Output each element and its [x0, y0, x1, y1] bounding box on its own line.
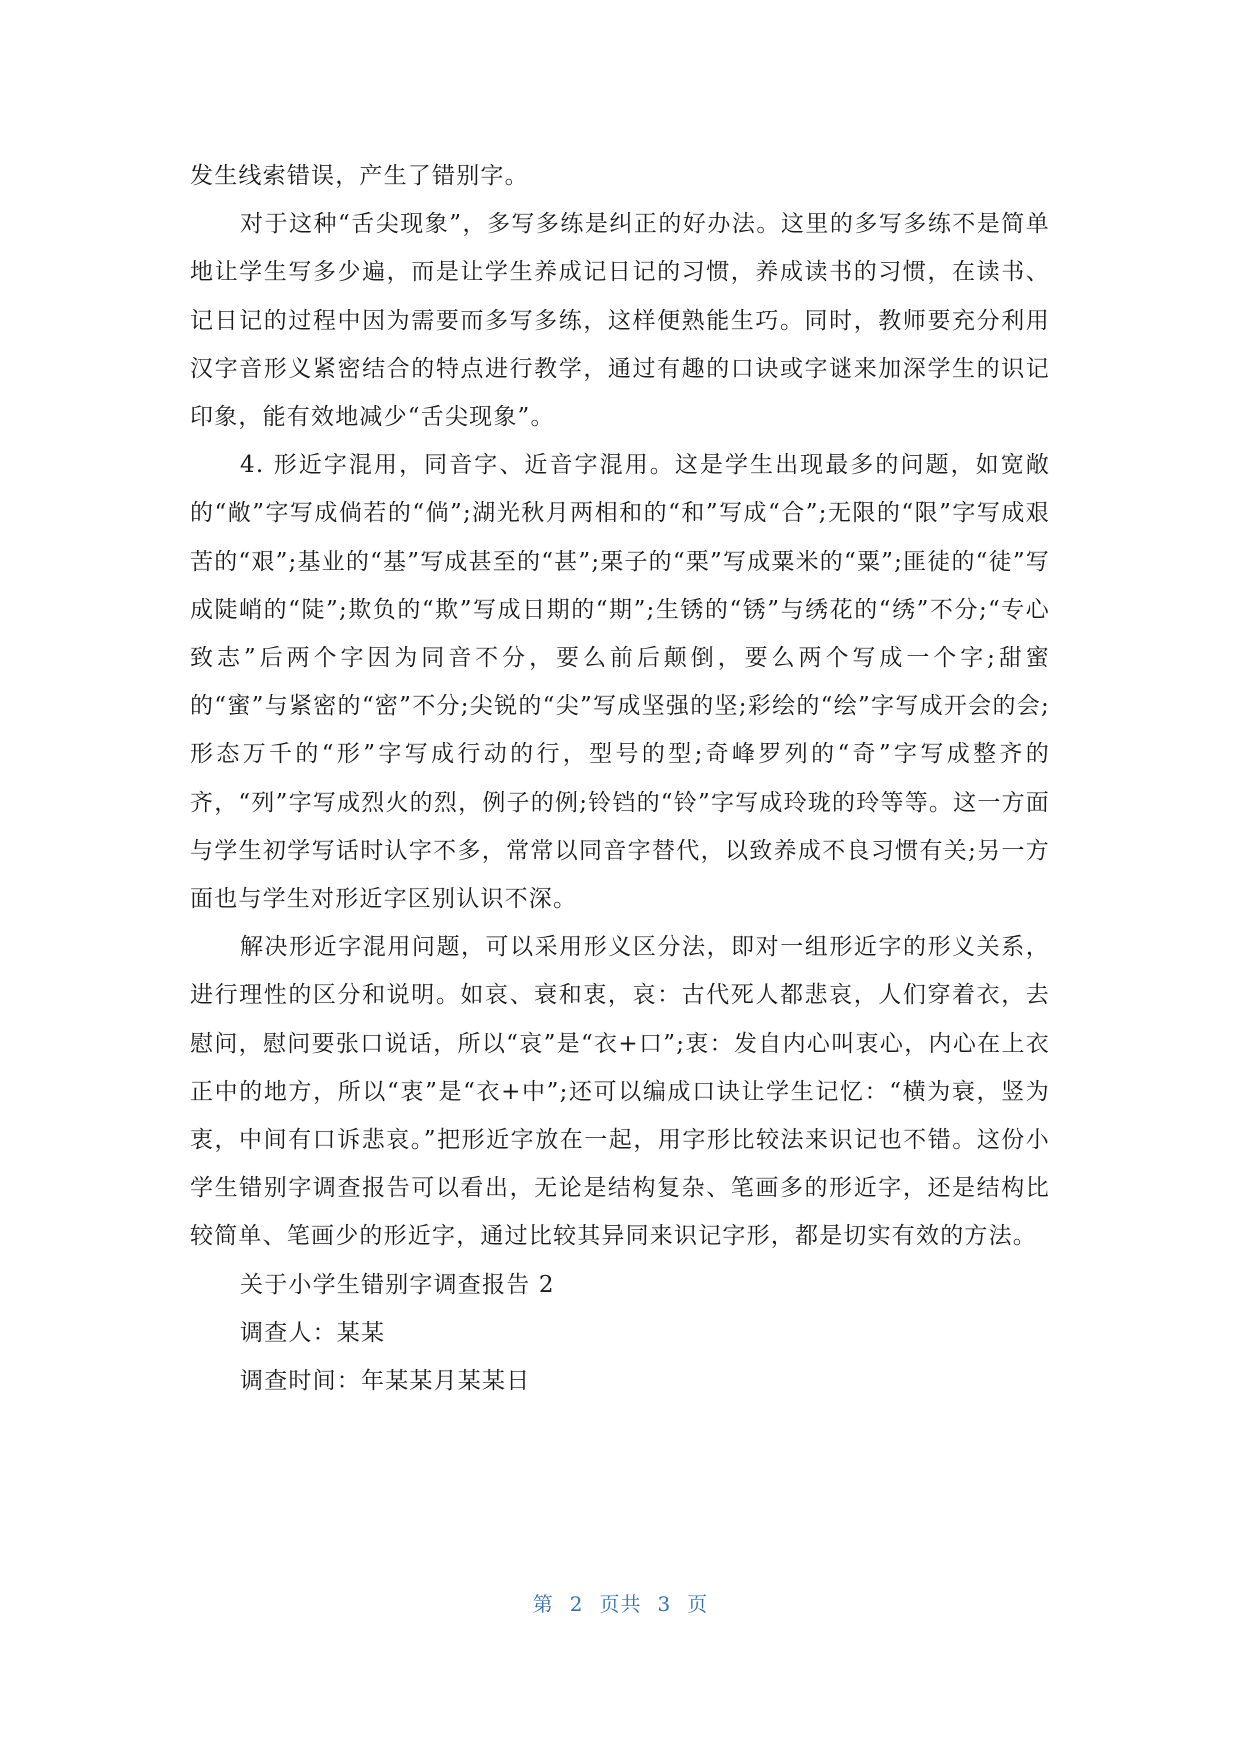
page-footer	[0, 1588, 1241, 1617]
paragraph-tongue-phenomenon: 对于这种“舌尖现象”，多写多练是纠正的好办法。这里的多写多练不是简单地让学生写多少遍，而是让学生养成记日记的习惯，养成读书的习惯，在读书、记日记的过程中因为需要而多写多练，这样便熟能生巧。同时，教师要充分利用汉字音形义紧密结合的特点进行教学，通过有趣的口诀或字谜来加深学生的识记印象，能有效地减少“舌尖现象”。	[190, 211, 1050, 431]
footer-prefix: 第	[532, 1592, 554, 1616]
paragraph-continuation: 发生线索错误，产生了错别字。	[190, 163, 529, 189]
paragraph-similar-characters: 4. 形近字混用，同音字、近音字混用。这是学生出现最多的问题，如宽敞的“敞”字写成倘若的“倘”;湖光秋月两相和的“和”写成“合”;无限的“限”字写成艰苦的“艰”;基业的“基”写成甚至的“甚”;栗子的“栗”写成粟米的“粟”;匪徒的“徒”写成陡峭的“陡”;欺负的“欺”写成日期的“期”;生锈的“锈”与绣花的“绣”不分;“专心致志”后两个字因为同音不分，要么前后颠倒，要么两个写成一个字;甜蜜的“蜜”与紧密的“密”不分;尖锐的“尖”写成坚强的坚;彩绘的“绘”字写成开会的会;形态万千的“形”字写成行动的行，型号的型;奇峰罗列的“奇”字写成整齐的齐，“列”字写成烈火的烈，例子的例;铃铛的“铃”字写成玲珑的玲等等。这一方面与学生初学写话时认字不多，常常以同音字替代，以致养成不良习惯有关;另一方面也与学生对形近字区别认识不深。	[190, 452, 1050, 913]
footer-suffix: 页	[687, 1592, 709, 1616]
paragraph-solution: 解决形近字混用问题，可以采用形义区分法，即对一组形近字的形义关系，进行理性的区分和说明。如哀、衰和衷，哀：古代死人都悲哀，人们穿着衣，去慰问，慰问要张口说话，所以“哀”是“衣+口”;衷：发自内心叫衷心，内心在上衣正中的地方，所以“衷”是“衣+中”;还可以编成口诀让学生记忆：“横为衰，竖为衷，中间有口诉悲哀。”把形近字放在一起，用字形比较法来识记也不错。这份小学生错别字调查报告可以看出，无论是结构复杂、笔画多的形近字，还是结构比较简单、笔画少的形近字，通过比较其异同来识记字形，都是切实有效的方法。	[190, 934, 1050, 1250]
footer-middle: 页共	[599, 1592, 642, 1616]
report-title-2: 关于小学生错别字调查报告 2	[240, 1271, 555, 1298]
document-body	[190, 152, 1050, 1405]
footer-current-page: 2	[569, 1592, 584, 1616]
footer-total-pages: 3	[657, 1592, 672, 1616]
investigator-line: 调查人：某某	[240, 1319, 386, 1346]
investigation-date-line: 调查时间：年某某月某某日	[240, 1368, 531, 1395]
